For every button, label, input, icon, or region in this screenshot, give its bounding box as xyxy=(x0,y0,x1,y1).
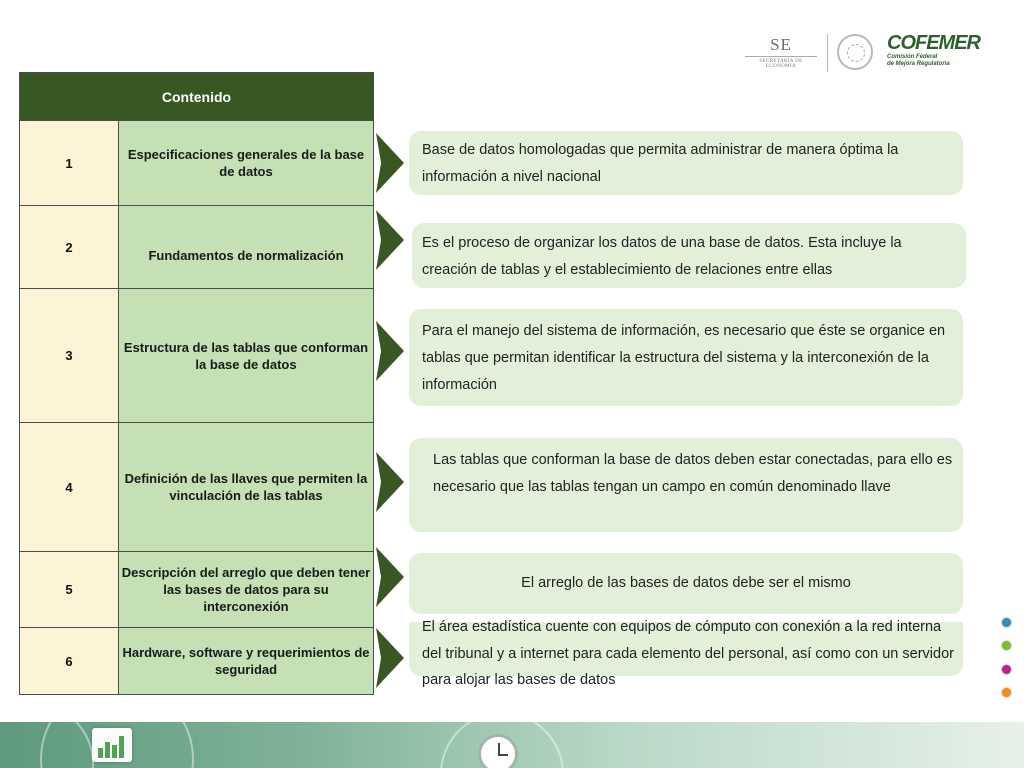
mexico-seal-icon xyxy=(837,34,873,70)
bullet-magenta-icon xyxy=(1002,665,1011,674)
bullet-blue-icon xyxy=(1002,618,1011,627)
logo-divider xyxy=(827,34,828,72)
description-box: Es el proceso de organizar los datos de una base de datos. Esta incluye la creación de tablas y el establecimiento de relaciones entre ellas xyxy=(412,223,966,288)
arrow-right-icon xyxy=(376,547,404,607)
table-row xyxy=(20,121,374,206)
contents-header-row xyxy=(20,73,374,121)
table-row xyxy=(20,289,374,423)
se-logo-mark: SE xyxy=(770,35,792,54)
arrow-right-icon xyxy=(376,133,404,193)
row-number: 2 xyxy=(20,206,119,289)
row-number: 6 xyxy=(20,628,119,695)
row-title: Estructura de las tablas que conforman la base de datos xyxy=(119,289,374,423)
contents-table xyxy=(19,72,374,695)
description-box: Para el manejo del sistema de información, es necesario que éste se organice en tablas que permitan identificar la estructura del sistema y la interconexión de la información xyxy=(409,309,963,406)
bar-chart-icon xyxy=(92,728,132,762)
arrow-right-icon xyxy=(376,210,404,270)
table-row xyxy=(20,423,374,552)
cofemer-logo-subtitle-1: Comisión Federal xyxy=(887,54,938,60)
se-logo-subtitle: SECRETARÍA DE ECONOMÍA xyxy=(745,56,817,69)
description-box: Base de datos homologadas que permita administrar de manera óptima la información a nivel nacional xyxy=(409,131,963,195)
row-number: 5 xyxy=(20,552,119,628)
cofemer-logo xyxy=(887,32,980,76)
row-title: Descripción del arreglo que deben tener las bases de datos para su interconexión xyxy=(119,552,374,628)
row-number: 1 xyxy=(20,121,119,206)
row-title: Especificaciones generales de la base de datos xyxy=(119,121,374,206)
clock-icon xyxy=(478,734,518,768)
header-logos xyxy=(745,30,980,76)
row-title: Hardware, software y requerimientos de seguridad xyxy=(119,628,374,695)
description-box: El área estadística cuente con equipos de cómputo con conexión a la red interna del tribunal y a internet para cada elemento del personal, así como con un servidor para alojar las bases de datos xyxy=(409,614,963,676)
footer-banner xyxy=(0,722,1024,768)
arrow-right-icon xyxy=(376,628,404,688)
table-row xyxy=(20,628,374,695)
row-title: Definición de las llaves que permiten la vinculación de las tablas xyxy=(119,423,374,552)
row-number: 3 xyxy=(20,289,119,423)
table-row xyxy=(20,206,374,289)
bullet-orange-icon xyxy=(1002,688,1011,697)
cofemer-logo-subtitle-2: de Mejora Regulatoria xyxy=(887,61,950,67)
row-number: 4 xyxy=(20,423,119,552)
table-row xyxy=(20,552,374,628)
description-box: Las tablas que conforman la base de datos deben estar conectadas, para ello es necesario que las tablas tengan un campo en común denominado llave xyxy=(409,438,963,532)
arrow-right-icon xyxy=(376,452,404,512)
contents-header: Contenido xyxy=(20,73,374,121)
se-logo xyxy=(745,36,817,70)
cofemer-logo-word: COFEMER xyxy=(887,32,980,54)
bullet-green-icon xyxy=(1002,641,1011,650)
row-title: Fundamentos de normalización xyxy=(119,206,374,289)
description-box: El arreglo de las bases de datos debe ser el mismo xyxy=(409,553,963,614)
arrow-right-icon xyxy=(376,321,404,381)
